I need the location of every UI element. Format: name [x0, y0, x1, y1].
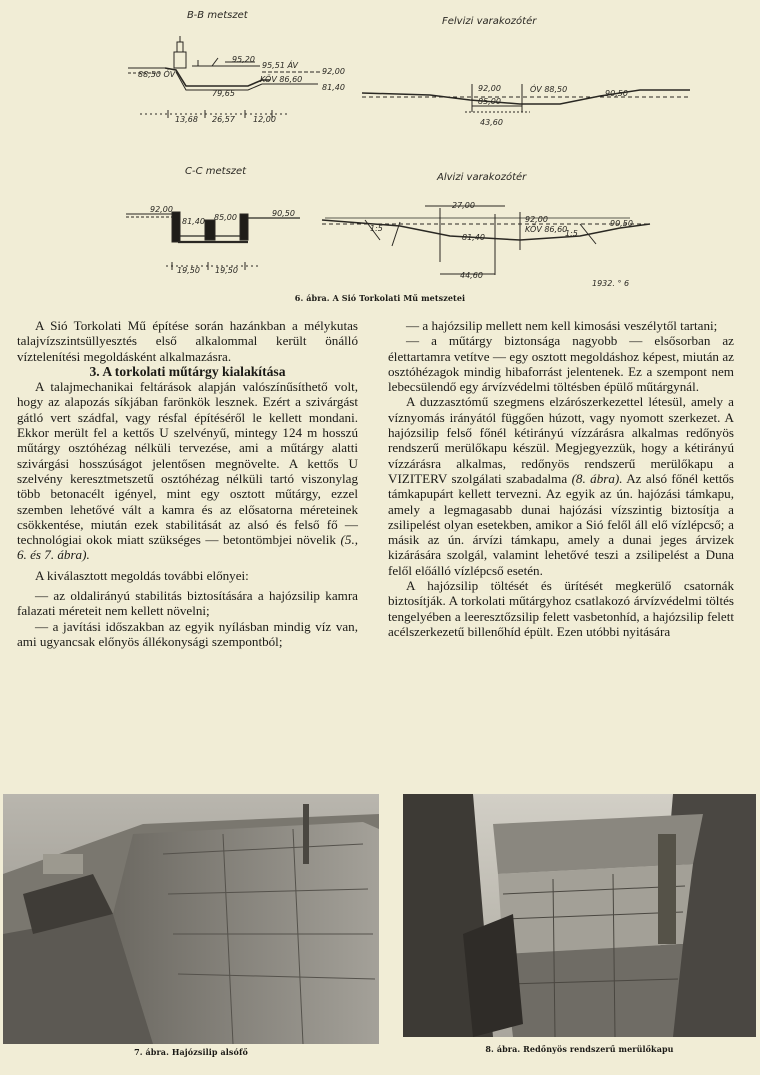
figure-reference: (8. ábra).: [571, 470, 623, 486]
lower-label: 44,60: [460, 271, 483, 280]
cc-section-title: C-C metszet: [185, 166, 247, 177]
bb-label: 79,65: [212, 89, 235, 98]
lower-label: 92,00: [525, 215, 548, 224]
upper-label: ÓV 88,50: [530, 85, 568, 94]
figure-6-caption: 6. ábra. A Sió Torkolati Mű metszetei: [294, 293, 466, 303]
photo-8-caption: 8. ábra. Redőnyös rendszerű merülőkapu: [485, 1044, 674, 1054]
lower-label: 1:5: [565, 229, 578, 238]
cc-label: 92,00: [150, 205, 173, 214]
list-item: — az oldalirányú stabilitás biztosítására a hajózsilip kamra falazati méreteit nem kellett növelni;: [17, 588, 358, 619]
paragraph: A kiválasztott megoldás további előnyei:: [35, 567, 249, 583]
photo-7-caption: 7. ábra. Hajózsilip alsófő: [134, 1047, 248, 1057]
paragraph: [388, 394, 734, 578]
lower-label: 81,40: [462, 233, 485, 242]
upper-label: 92,00: [478, 84, 501, 93]
upper-area-title: Felvizi varakozótér: [442, 16, 537, 27]
lower-label: 27,00: [452, 201, 475, 210]
cc-label: 19,50: [177, 266, 200, 275]
lower-label: 1:5: [370, 224, 383, 233]
figure-6: [0, 0, 760, 312]
bb-label: 95,51 ÁV: [262, 61, 298, 70]
bb-label: 92,00: [322, 67, 345, 76]
bb-label: 12,00: [253, 115, 276, 124]
lower-label: 1932. ° 6: [592, 279, 630, 288]
paragraph: [17, 379, 358, 563]
left-column: [17, 318, 358, 649]
bb-label: 13,68: [175, 115, 198, 124]
right-column: [388, 318, 734, 639]
photo-7-lock-lower-head: [3, 794, 379, 1044]
bb-label: 88,50 ÓV: [138, 70, 176, 79]
cross-section-drawing: [0, 0, 760, 312]
paragraph-text: A talajmechanikai feltárások alapján valószínűsíthető volt, hogy az alapozás síkjában farönkök lesznek. Ezért a szivárgást gátló vert szádfal, vagy résfal építéséről le kellett mondani. Ekkor merült fel a kettős U szelvényű, mintegy 124 m hosszú műtárgy osztóhézag nélküli tervezése, ami a műtárgy alatti szivárgási hosszúságot jelentősen megnövelte. A kettős U szelvény keresztmetszetű osztóhézag nélküli tartó viszonylag több betonacélt igényel, mint egy osztott műtárgy, ezzel szemben lehetővé vált a kamra és az elősatorna méreteinek csökkentése, miután ezek stabilitását az alsó és felső fő — technológiai okok miatt szükséges — betontömbjei növelik: [17, 379, 358, 548]
list-item: — a műtárgy biztonsága nagyobb — elsősorban az élettartamra vetítve — egy osztott megoldáshoz képest, miután az osztóhézagok mindig hibaforrást jelentenek. Ez a szempont nem lebecsülendő egy árvízvédelmi töltésben épülő műtárgynál.: [388, 333, 734, 395]
upper-label: 43,60: [480, 118, 503, 127]
bb-label: 81,40: [322, 83, 345, 92]
bb-section-title: B-B metszet: [187, 10, 248, 21]
paragraph: A hajózsilip töltését és ürítését megkerülő csatornák biztosítják. A torkolati műtárgyhoz csatlakozó árvízvédelmi töltés tengelyében a leeresztőzsilip felett vasbetonhíd, a hajózsilip felett acélszerkezetű billenőhíd épült. Ezen utóbbi nyitására: [388, 578, 734, 639]
cc-label: 19,50: [215, 266, 238, 275]
cc-label: 90,50: [272, 209, 295, 218]
cc-label: 81,40: [182, 217, 205, 226]
section-heading: 3. A torkolati műtárgy kialakítása: [89, 363, 286, 379]
list-item: — a javítási időszakban az egyik nyílásban mindig víz van, ami ugyancsak előnyös állékonysági szempontból;: [17, 618, 358, 649]
bb-label: 95,20: [232, 55, 255, 64]
upper-label: 85,00: [478, 97, 501, 106]
lower-area-title: Alvizi varakozótér: [437, 172, 527, 183]
cc-label: 85,00: [214, 213, 237, 222]
list-item: — a hajózsilip mellett nem kell kimosási veszélytől tartani;: [406, 318, 718, 333]
lower-label: 90,50: [610, 219, 633, 228]
photo-8-shutter-gate: [403, 794, 756, 1037]
bb-label: KÖV 86,60: [260, 75, 303, 84]
paragraph-text: Az alsó főnél kettős támkapupárt kellett tervezni. Az egyik az ún. hajózási támkapu, amely a legmagasabb dunai hajózási vízszintig biztosítja a zsilipelést olyan esetekben, amikor a Sió felől áll elő vízlépcső; a másik az ún. árvízi támkapu, amely a dunai jeges árvizek kizárására szolgál, valamint lehetővé teszi a zsilipelést a Duna felől előálló vízlépcső esetén.: [388, 470, 734, 578]
bb-label: 26,57: [212, 115, 235, 124]
paragraph-text: A duzzasztómű szegmens elzárószerkezettel létesül, amely a víznyomás irányától függően húzott, vagy nyomott szerkezet. A hajózsilip felső főnél kétirányú vízzárásra alkalmas redőnyös rendszerű merülőkapu készül. Megjegyezzük, hogy a kétirányú vízzárásra alkalmas, redőnyös rendszerű merülőkapu a VIZITERV szolgálati szabadalma: [388, 394, 734, 486]
upper-label: 90,50: [605, 89, 628, 98]
figure-reference: (5., 6. és 7. ábra).: [17, 532, 358, 563]
lower-label: KÖV 86,60: [525, 225, 568, 234]
paragraph: A Sió Torkolati Mű építése során hazánkban a mélykutas talajvízszintsüllyesztés első alkalommal került önálló víztelenítési megoldásként alkalmazásra.: [17, 318, 358, 364]
